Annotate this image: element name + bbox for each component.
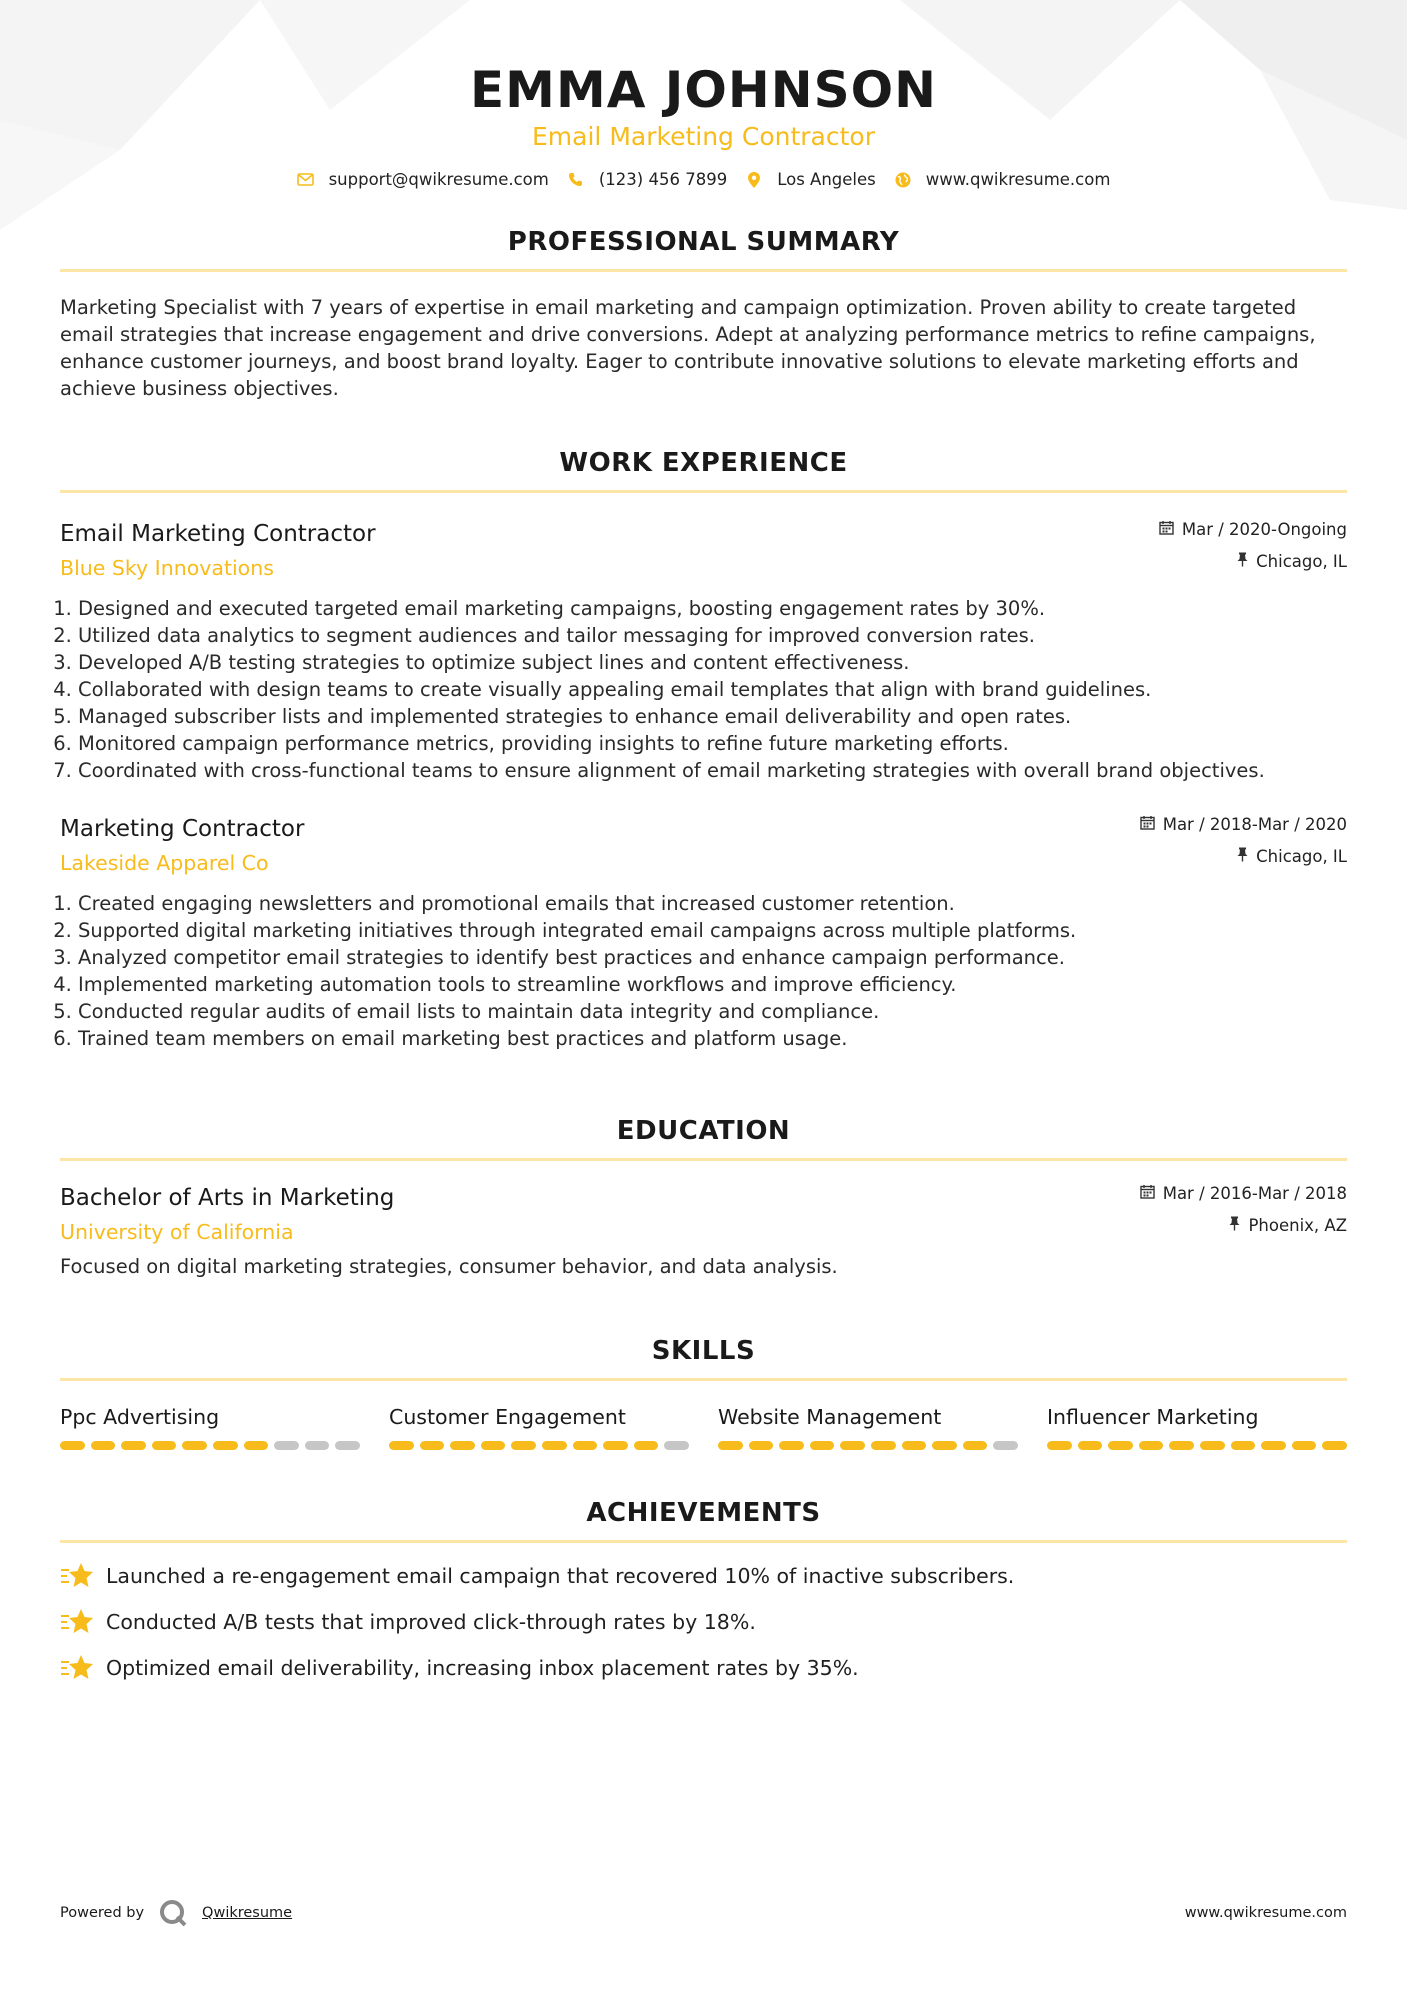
skill-name: Influencer Marketing xyxy=(1047,1405,1259,1429)
skill-name: Website Management xyxy=(718,1405,942,1429)
achievement-text: Launched a re-engagement email campaign that recovered 10% of inactive subscribers. xyxy=(106,1564,1015,1588)
contact-phone[interactable] xyxy=(567,170,727,189)
contact-bar xyxy=(0,170,1407,189)
skill-dot-filled xyxy=(902,1441,927,1450)
school-name: University of California xyxy=(60,1220,294,1244)
bullet-item: 3. Developed A/B testing strategies to optimize subject lines and content effectiveness. xyxy=(78,649,1347,676)
skill-dot-filled xyxy=(810,1441,835,1450)
job-entry xyxy=(60,519,1347,784)
envelope-icon xyxy=(297,171,315,189)
bullet-item: 2. Supported digital marketing initiatives through integrated email campaigns across multiple platforms. xyxy=(78,917,1347,944)
calendar-icon xyxy=(1159,519,1174,541)
qwikresume-logo-icon xyxy=(158,1898,188,1928)
achievements-section xyxy=(60,1498,1347,1683)
star-icon xyxy=(60,1607,94,1637)
powered-by xyxy=(60,1898,292,1928)
skill-dot-filled xyxy=(542,1441,567,1450)
skill-dot-filled xyxy=(871,1441,896,1450)
skills-list xyxy=(60,1403,1347,1450)
calendar-icon xyxy=(1140,1183,1155,1205)
summary-heading: PROFESSIONAL SUMMARY xyxy=(60,227,1347,272)
bullet-item: 4. Implemented marketing automation tools to streamline workflows and improve efficiency. xyxy=(78,971,1347,998)
skill-dot-filled xyxy=(511,1441,536,1450)
job-entry xyxy=(60,814,1347,1052)
skill-dot-filled xyxy=(213,1441,238,1450)
bullet-item: 5. Managed subscriber lists and implemented strategies to enhance email deliverability and open rates. xyxy=(78,703,1347,730)
skill-dot-filled xyxy=(450,1441,475,1450)
job-meta xyxy=(1159,519,1347,573)
education-meta xyxy=(1140,1183,1347,1237)
skill-name: Customer Engagement xyxy=(389,1405,626,1429)
skill-dot-filled xyxy=(60,1441,85,1450)
skill-dot-filled xyxy=(1108,1441,1133,1450)
contact-website[interactable] xyxy=(894,170,1111,189)
skill-dot-empty xyxy=(274,1441,299,1450)
skill-dot-filled xyxy=(1322,1441,1347,1450)
phone-icon xyxy=(567,171,585,189)
skills-section xyxy=(60,1336,1347,1450)
powered-by-label: Powered by xyxy=(60,1905,145,1921)
globe-icon xyxy=(894,171,912,189)
job-date: Mar / 2018-Mar / 2020 xyxy=(1162,815,1347,834)
footer-website[interactable]: www.qwikresume.com xyxy=(1184,1905,1347,1921)
bullet-item: 2. Utilized data analytics to segment audiences and tailor messaging for improved conversion rates. xyxy=(78,622,1347,649)
skill-dot-filled xyxy=(1047,1441,1072,1450)
skill-item xyxy=(389,1403,689,1450)
skill-dot-filled xyxy=(1078,1441,1103,1450)
skill-item xyxy=(718,1403,1018,1450)
skill-dot-filled xyxy=(1169,1441,1194,1450)
skill-level-bar xyxy=(718,1441,1018,1450)
experience-section xyxy=(60,448,1347,1052)
skill-dot-filled xyxy=(420,1441,445,1450)
achievement-item xyxy=(60,1607,1347,1637)
summary-section xyxy=(60,227,1347,402)
skill-dot-filled xyxy=(749,1441,774,1450)
calendar-icon xyxy=(1140,814,1155,836)
skill-dot-empty xyxy=(335,1441,360,1450)
skill-dot-filled xyxy=(963,1441,988,1450)
skill-item xyxy=(1047,1403,1347,1450)
skill-name: Ppc Advertising xyxy=(60,1405,220,1429)
experience-heading: WORK EXPERIENCE xyxy=(60,448,1347,493)
education-date: Mar / 2016-Mar / 2018 xyxy=(1162,1184,1347,1203)
skill-dot-filled xyxy=(481,1441,506,1450)
skill-dot-filled xyxy=(244,1441,269,1450)
contact-email-text: support@qwikresume.com xyxy=(328,170,549,189)
pushpin-icon xyxy=(1237,551,1248,573)
achievement-text: Optimized email deliverability, increasing inbox placement rates by 35%. xyxy=(106,1656,859,1680)
skill-dot-filled xyxy=(840,1441,865,1450)
skill-dot-filled xyxy=(121,1441,146,1450)
bullet-item: 4. Collaborated with design teams to create visually appealing email templates that align with brand guidelines. xyxy=(78,676,1347,703)
contact-website-text: www.qwikresume.com xyxy=(925,170,1111,189)
job-meta xyxy=(1140,814,1347,868)
skill-dot-filled xyxy=(634,1441,659,1450)
skill-dot-filled xyxy=(389,1441,414,1450)
candidate-role: Email Marketing Contractor xyxy=(532,122,875,151)
skills-heading: SKILLS xyxy=(60,1336,1347,1381)
bullet-item: 5. Conducted regular audits of email lists to maintain data integrity and compliance. xyxy=(78,998,1347,1025)
contact-phone-text: (123) 456 7899 xyxy=(598,170,728,189)
skill-item xyxy=(60,1403,360,1450)
skill-dot-empty xyxy=(993,1441,1018,1450)
skill-dot-filled xyxy=(1261,1441,1286,1450)
education-location: Phoenix, AZ xyxy=(1248,1216,1347,1235)
achievement-item xyxy=(60,1561,1347,1591)
job-title: Marketing Contractor xyxy=(60,816,305,842)
contact-email[interactable] xyxy=(297,170,549,189)
skill-dot-filled xyxy=(182,1441,207,1450)
skill-dot-filled xyxy=(779,1441,804,1450)
bullet-item: 6. Trained team members on email marketing best practices and platform usage. xyxy=(78,1025,1347,1052)
resume-header xyxy=(0,0,1407,189)
achievement-text: Conducted A/B tests that improved click-through rates by 18%. xyxy=(106,1610,756,1634)
qwikresume-link[interactable]: Qwikresume xyxy=(202,1905,293,1921)
resume-body xyxy=(0,227,1407,1683)
skill-dot-empty xyxy=(305,1441,330,1450)
skill-level-bar xyxy=(389,1441,689,1450)
education-description: Focused on digital marketing strategies, consumer behavior, and data analysis. xyxy=(60,1255,838,1278)
education-entry xyxy=(60,1183,1347,1280)
education-heading: EDUCATION xyxy=(60,1116,1347,1161)
achievement-item xyxy=(60,1653,1347,1683)
bullet-item: 7. Coordinated with cross-functional teams to ensure alignment of email marketing strategies with overall brand objectives. xyxy=(78,757,1347,784)
pushpin-icon xyxy=(1237,846,1248,868)
job-title: Email Marketing Contractor xyxy=(60,521,376,547)
star-icon xyxy=(60,1561,94,1591)
star-icon xyxy=(60,1653,94,1683)
company-name: Blue Sky Innovations xyxy=(60,556,274,580)
bullet-item: 3. Analyzed competitor email strategies to identify best practices and enhance campaign performance. xyxy=(78,944,1347,971)
bullet-item: 1. Created engaging newsletters and promotional emails that increased customer retention. xyxy=(78,890,1347,917)
skill-dot-empty xyxy=(664,1441,689,1450)
skill-dot-filled xyxy=(1231,1441,1256,1450)
degree-title: Bachelor of Arts in Marketing xyxy=(60,1185,395,1211)
achievements-list xyxy=(60,1561,1347,1683)
skill-dot-filled xyxy=(1292,1441,1317,1450)
skill-dot-filled xyxy=(1200,1441,1225,1450)
achievements-heading: ACHIEVEMENTS xyxy=(60,1498,1347,1543)
job-bullets xyxy=(60,890,1347,1052)
pushpin-icon xyxy=(1229,1215,1240,1237)
job-location: Chicago, IL xyxy=(1256,552,1347,571)
skill-dot-filled xyxy=(603,1441,628,1450)
contact-location xyxy=(745,170,876,189)
job-location: Chicago, IL xyxy=(1256,847,1347,866)
map-pin-icon xyxy=(745,171,763,189)
job-bullets xyxy=(60,595,1347,784)
company-name: Lakeside Apparel Co xyxy=(60,851,269,875)
skill-dot-filled xyxy=(91,1441,116,1450)
skill-dot-filled xyxy=(573,1441,598,1450)
bullet-item: 1. Designed and executed targeted email marketing campaigns, boosting engagement rates by 30%. xyxy=(78,595,1347,622)
summary-text: Marketing Specialist with 7 years of expertise in email marketing and campaign optimization. Proven ability to create targeted email strategies that increase engagement and drive conversions. Adept at analyzing performance metrics to refine campaigns, enhance customer journeys, and boost brand loyalty. Eager to contribute innovative solutions to elevate marketing efforts and achieve business objectives. xyxy=(60,296,1316,400)
contact-location-text: Los Angeles xyxy=(777,170,876,189)
skill-dot-filled xyxy=(152,1441,177,1450)
job-date: Mar / 2020-Ongoing xyxy=(1181,520,1347,539)
bullet-item: 6. Monitored campaign performance metrics, providing insights to refine future marketing efforts. xyxy=(78,730,1347,757)
skill-level-bar xyxy=(1047,1441,1347,1450)
page-footer xyxy=(60,1898,1347,1928)
skill-dot-filled xyxy=(1139,1441,1164,1450)
skill-dot-filled xyxy=(718,1441,743,1450)
education-section xyxy=(60,1116,1347,1280)
skill-dot-filled xyxy=(932,1441,957,1450)
skill-level-bar xyxy=(60,1441,360,1450)
candidate-name: EMMA JOHNSON xyxy=(470,61,937,119)
